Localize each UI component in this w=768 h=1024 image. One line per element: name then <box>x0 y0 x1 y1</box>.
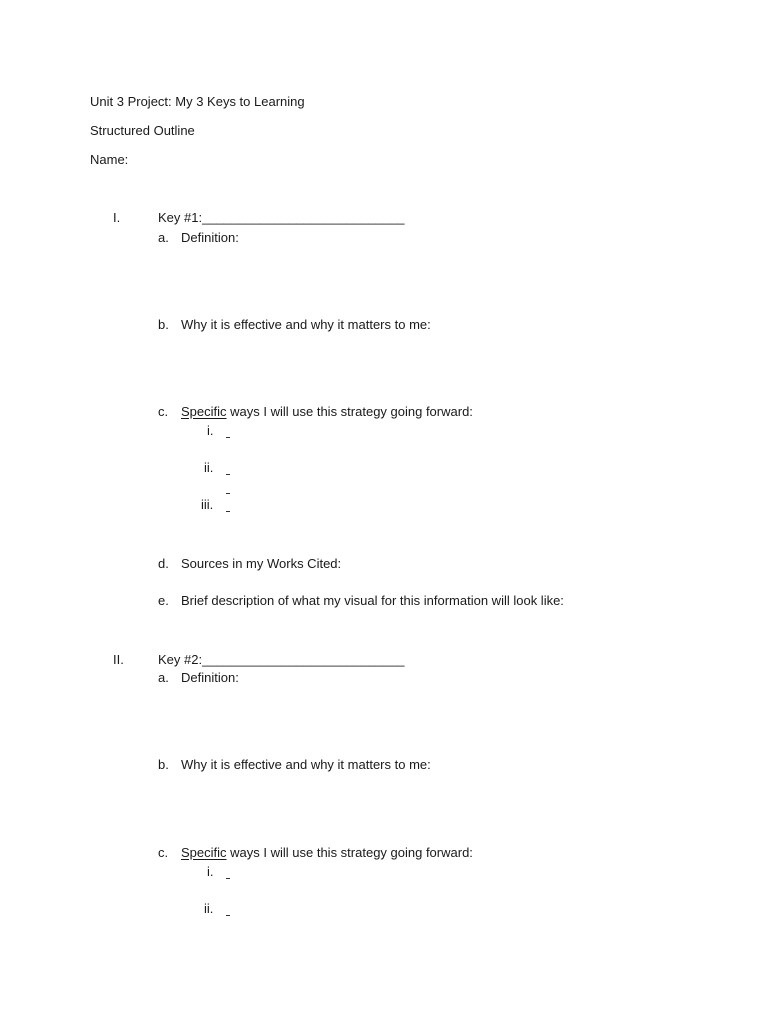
key1-definition: Definition: <box>181 230 239 245</box>
key2-specific-ways <box>181 845 473 861</box>
specific-ways-rest: ways I will use this strategy going forward: <box>226 404 473 419</box>
key1-numeral: I. <box>113 210 121 225</box>
key1-e-marker: e. <box>158 593 169 608</box>
key1-label: Key #1:____________________________ <box>158 210 405 225</box>
key2-c-i-marker: i. <box>207 864 214 879</box>
key1-c-i-blank[interactable] <box>226 437 230 438</box>
key1-c-marker: c. <box>158 404 169 419</box>
key1-c-i-marker: i. <box>207 423 214 438</box>
key1-c-extra-blank[interactable] <box>226 493 230 494</box>
key1-b-marker: b. <box>158 317 169 332</box>
key2-c-ii-marker: ii. <box>204 901 214 916</box>
specific-word: Specific <box>181 404 227 419</box>
key2-c-i-blank[interactable] <box>226 878 230 879</box>
key2-b-marker: b. <box>158 757 169 772</box>
key2-a-marker: a. <box>158 670 169 685</box>
key1-c-ii-marker: ii. <box>204 460 214 475</box>
key1-specific-ways <box>181 404 473 420</box>
key1-c-iii-marker: iii. <box>201 497 214 512</box>
key1-d-marker: d. <box>158 556 169 571</box>
key1-sources: Sources in my Works Cited: <box>181 556 342 571</box>
key2-numeral: II. <box>113 652 124 667</box>
name-label: Name: <box>90 152 129 167</box>
key1-why-effective: Why it is effective and why it matters to me: <box>181 317 431 332</box>
key1-a-marker: a. <box>158 230 169 245</box>
key2-c-ii-blank[interactable] <box>226 915 230 916</box>
page-subtitle: Structured Outline <box>90 123 195 138</box>
specific-word: Specific <box>181 845 227 860</box>
key2-definition: Definition: <box>181 670 239 685</box>
page-title: Unit 3 Project: My 3 Keys to Learning <box>90 94 305 109</box>
key1-visual-description: Brief description of what my visual for this information will look like: <box>181 593 564 608</box>
specific-ways-rest: ways I will use this strategy going forward: <box>226 845 473 860</box>
key1-c-iii-blank[interactable] <box>226 511 230 512</box>
key1-c-ii-blank[interactable] <box>226 474 230 475</box>
key2-label: Key #2:____________________________ <box>158 652 405 667</box>
key2-why-effective: Why it is effective and why it matters to me: <box>181 757 431 772</box>
key2-c-marker: c. <box>158 845 169 860</box>
